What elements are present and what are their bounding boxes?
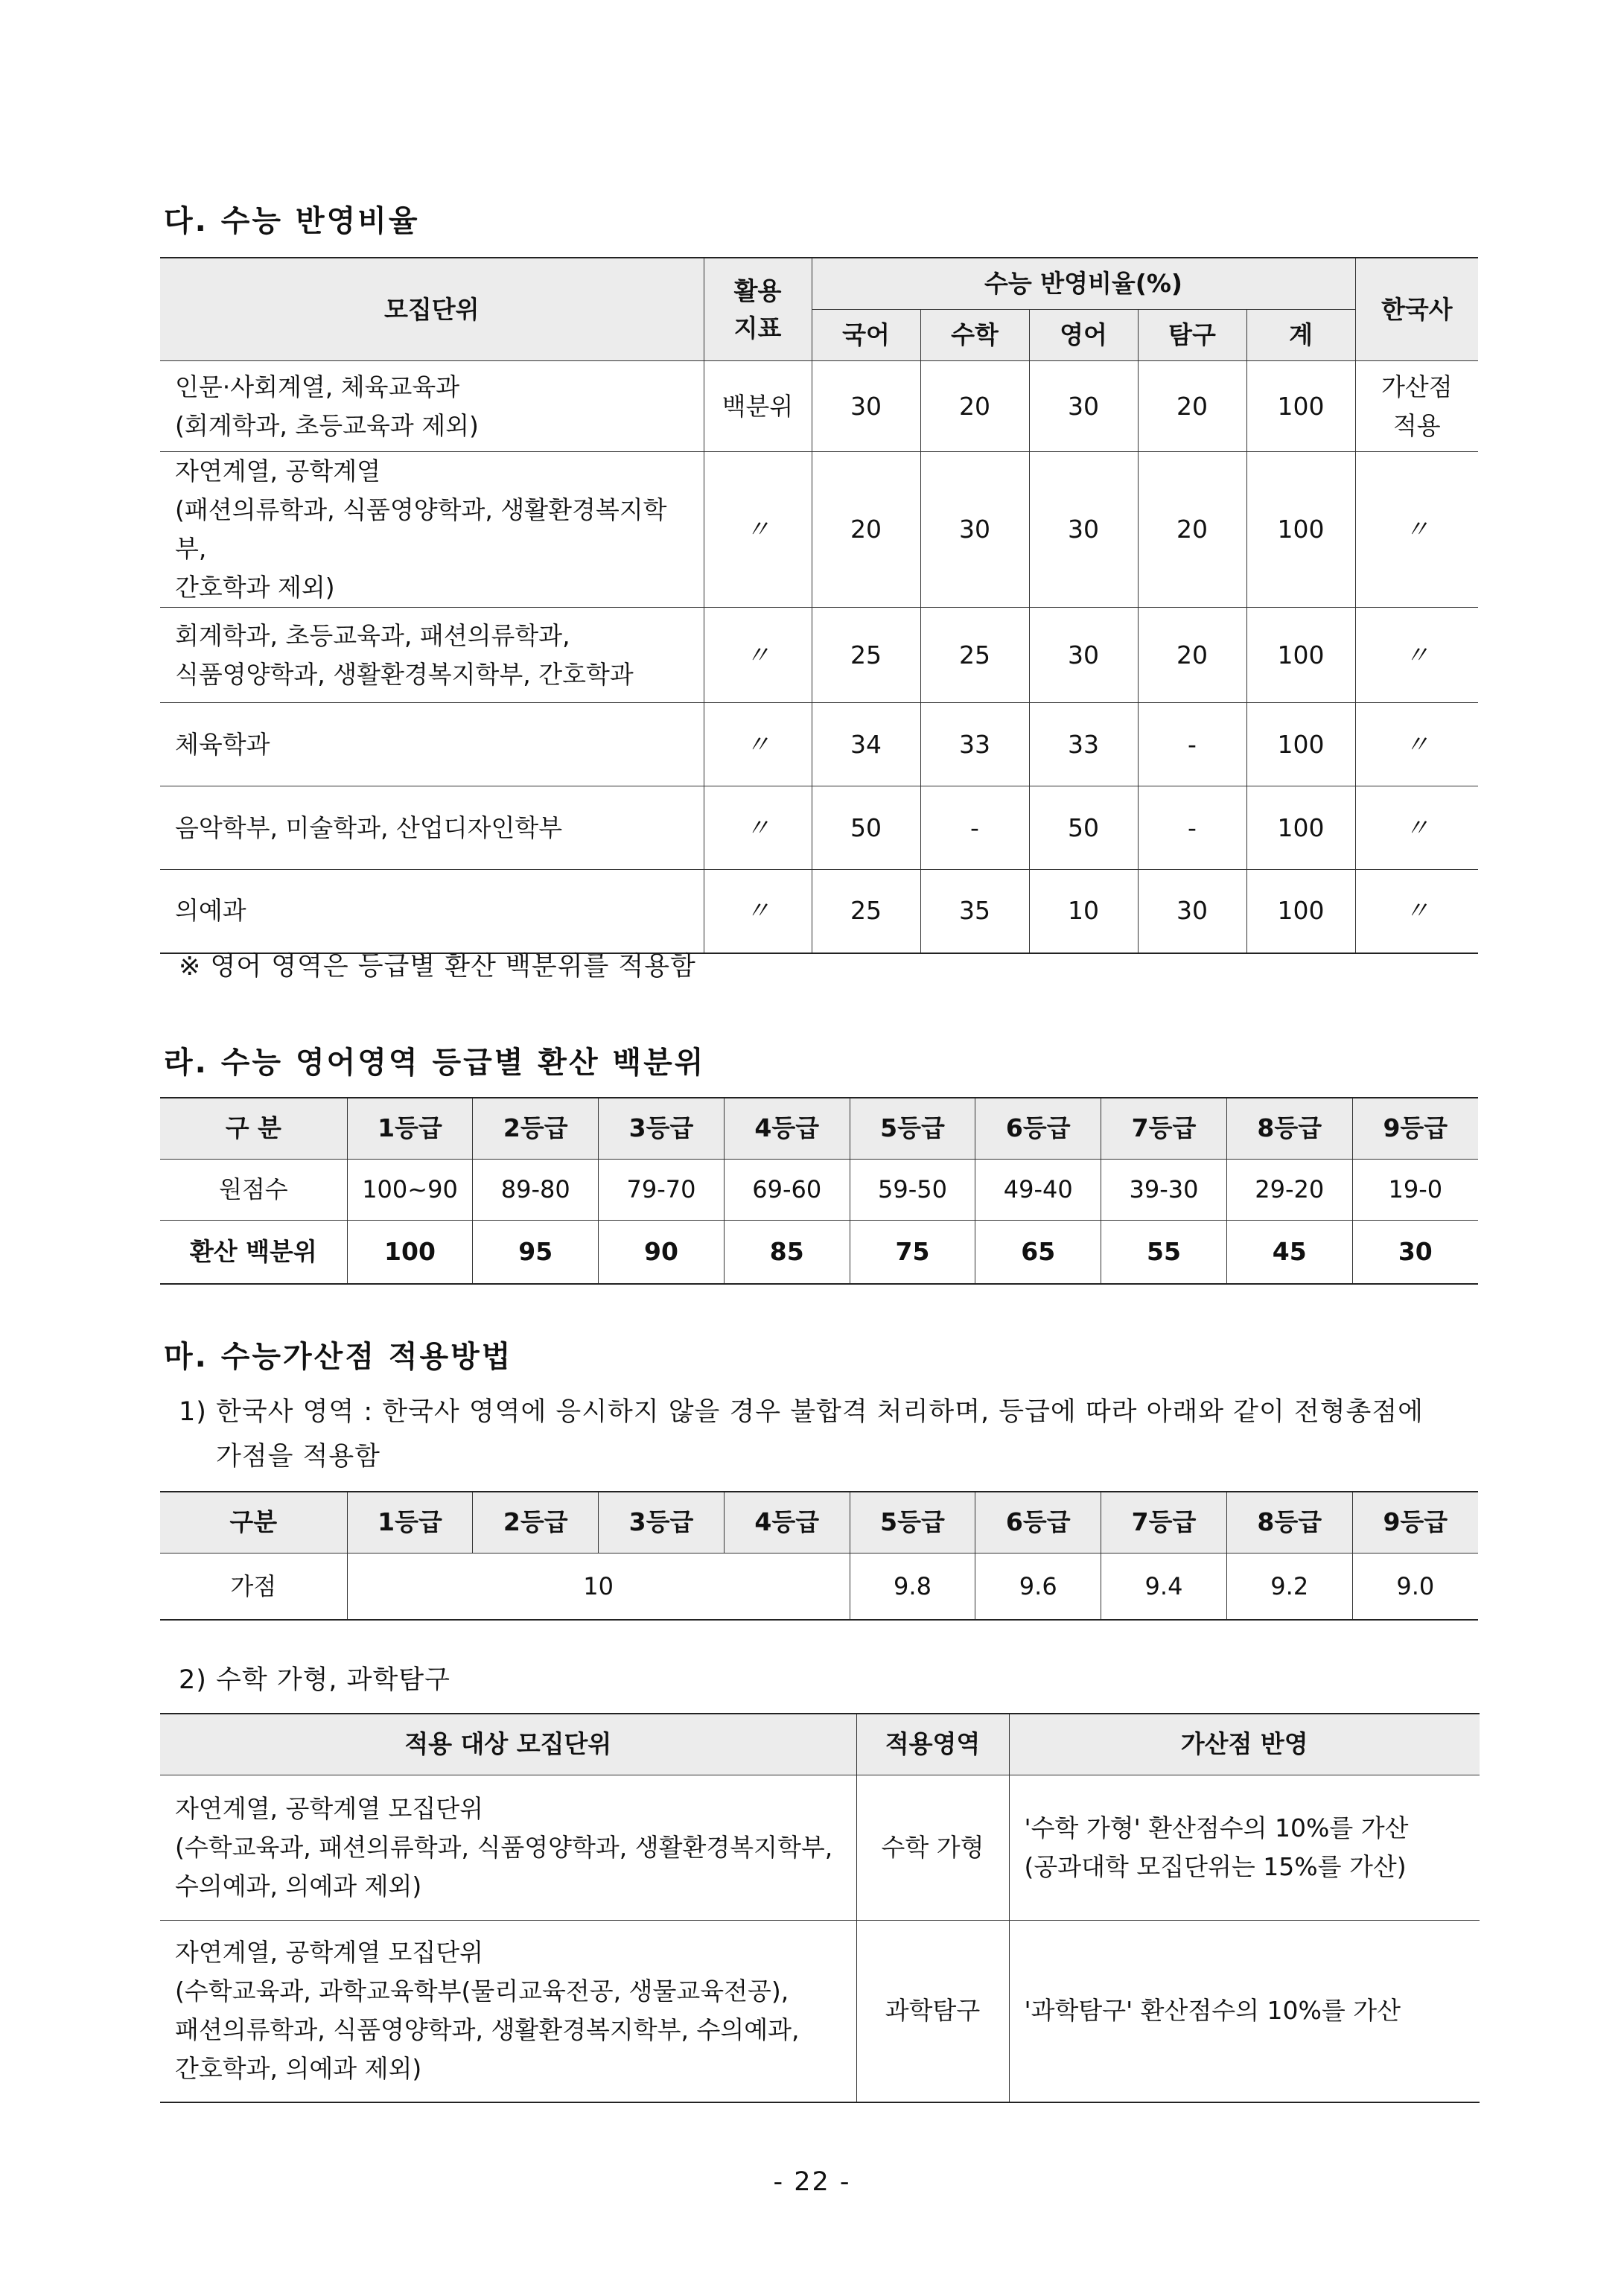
col-eng: 영어 bbox=[1029, 310, 1138, 361]
table-row: 환산 백분위 100 95 90 85 75 65 55 45 30 bbox=[160, 1220, 1478, 1284]
table-row: 음악학부, 미술학과, 산업디자인학부 〃 50 - 50 - 100 〃 bbox=[160, 786, 1478, 870]
table-row: 인문·사회계열, 체육교육과 (회계학과, 초등교육과 제외) 백분위 30 20 30 20 100 가산점 적용 bbox=[160, 361, 1478, 452]
table-row: 자연계열, 공학계열 (패션의류학과, 식품영양학과, 생활환경복지학부, 간호학과 제외) 〃 20 30 30 20 100 〃 bbox=[160, 452, 1478, 608]
table-row: 회계학과, 초등교육과, 패션의류학과, 식품영양학과, 생활환경복지학부, 간호학과 〃 25 25 30 20 100 〃 bbox=[160, 608, 1478, 703]
grade-header-cell: 2등급 bbox=[473, 1098, 599, 1159]
section-title-ma: 마. 수능가산점 적용방법 bbox=[164, 1340, 513, 1374]
col-inq: 탐구 bbox=[1138, 310, 1246, 361]
col-index: 활용 지표 bbox=[704, 258, 812, 361]
table-row: 의예과 〃 25 35 10 30 100 〃 bbox=[160, 870, 1478, 953]
note-english: ※ 영어 영역은 등급별 환산 백분위를 적용함 bbox=[179, 952, 696, 982]
grade-header-cell: 7등급 bbox=[1101, 1098, 1227, 1159]
col-ratio: 수능 반영비율(%) bbox=[812, 258, 1355, 310]
section-title-da: 다. 수능 반영비율 bbox=[164, 204, 420, 238]
history-bonus-table: 구분 1등급 2등급 3등급 4등급 5등급 6등급 7등급 8등급 9등급 가점 10 9.8 9.6 9.4 9.2 9.0 bbox=[160, 1491, 1478, 1621]
section-title-ra: 라. 수능 영어영역 등급별 환산 백분위 bbox=[164, 1046, 706, 1080]
item2-text: 2) 수학 가형, 과학탐구 bbox=[179, 1665, 450, 1695]
item1-text: 1) 한국사 영역 : 한국사 영역에 응시하지 않을 경우 불합격 처리하며, 등급에 따라 아래와 같이 전형총점에 bbox=[179, 1397, 1424, 1427]
english-grade-table bbox=[160, 1097, 1478, 1285]
col-unit: 모집단위 bbox=[160, 258, 704, 361]
col-math: 수학 bbox=[920, 310, 1029, 361]
item1-text-cont: 가점을 적용함 bbox=[216, 1442, 380, 1472]
table-row: 자연계열, 공학계열 모집단위 (수학교육과, 과학교육학부(물리교육전공, 생물교육전공), 패션의류학과, 식품영양학과, 생활환경복지학부, 수의예과, 간호학과, 의예과 제외) 과학탐구 '과학탐구' 환산점수의 10%를 가산 bbox=[160, 1920, 1480, 2102]
page-number: - 22 - bbox=[773, 2167, 851, 2197]
col-kor: 국어 bbox=[812, 310, 920, 361]
grade-header-cell: 5등급 bbox=[850, 1098, 975, 1159]
grade-header-cell: 9등급 bbox=[1352, 1098, 1478, 1159]
col-korean-history: 한국사 bbox=[1355, 258, 1478, 361]
grade-header-cell: 8등급 bbox=[1226, 1098, 1352, 1159]
csat-ratio-table bbox=[160, 257, 1478, 954]
grade-header-cell: 1등급 bbox=[347, 1098, 473, 1159]
table-row: 자연계열, 공학계열 모집단위 (수학교육과, 패션의류학과, 식품영양학과, 생활환경복지학부, 수의예과, 의예과 제외) 수학 가형 '수학 가형' 환산점수의 10%를 가산 (공과대학 모집단위는 15%를 가산) bbox=[160, 1775, 1480, 1920]
table-row: 원점수 100~90 89-80 79-70 69-60 59-50 49-40 39-30 29-20 19-0 bbox=[160, 1159, 1478, 1220]
grade-header-cell: 4등급 bbox=[724, 1098, 850, 1159]
col-total: 계 bbox=[1246, 310, 1355, 361]
grade-header-cell: 3등급 bbox=[599, 1098, 725, 1159]
grade-header-cell: 구 분 bbox=[160, 1098, 347, 1159]
math-science-bonus-table: 적용 대상 모집단위 적용영역 가산점 반영 자연계열, 공학계열 모집단위 (수학교육과, 패션의류학과, 식품영양학과, 생활환경복지학부, 수의예과, 의예과 제외) 수학 가형 '수학 가형' 환산점수의 10%를 가산 (공과대학 모집단위는 15%를 가산) 자연계열, 공학계열 모집단위 (수학교육과, 과학교육학부(물리교육전공, 생물교육전공), 패션의류학과, 식품영양학과, 생활환경복지학부, 수의예과, 간호학과, 의예과 제외) 과학탐구 '과학탐구' 환산점수의 10%를 가산 bbox=[160, 1713, 1480, 2103]
grade-header-cell: 6등급 bbox=[975, 1098, 1101, 1159]
table-row: 가점 10 9.8 9.6 9.4 9.2 9.0 bbox=[160, 1553, 1478, 1620]
table-row: 체육학과 〃 34 33 33 - 100 〃 bbox=[160, 703, 1478, 786]
